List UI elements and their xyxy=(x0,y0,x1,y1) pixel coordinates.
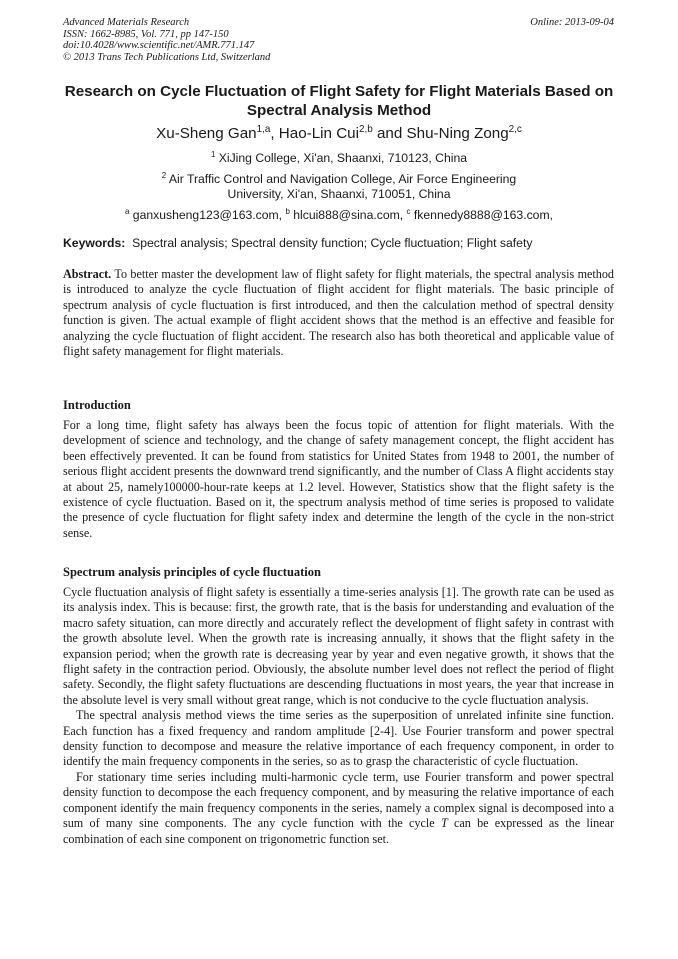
affiliation-text: Air Traffic Control and Navigation College, Air Force Engineering xyxy=(168,172,517,186)
author-sup: 2,c xyxy=(508,123,522,135)
spectrum-body xyxy=(63,585,614,847)
email-list xyxy=(50,208,628,223)
paragraph-text: For stationary time series including multi-harmonic cycle term, use Fourier transform and power spectral density function to decompose the each frequency component, and by measuring the relative importance of each component identify the main frequency components in the series, namely a complex signal is decomposed into a sum of many sine components. The any cycle function with the cycle xyxy=(63,769,614,831)
keywords-text: Spectral analysis; Spectral density function; Cycle fluctuation; Flight safety xyxy=(132,236,533,250)
email-sup: c xyxy=(406,206,411,216)
abstract-label: Abstract. xyxy=(63,267,112,281)
author-name: Hao-Lin Cui xyxy=(278,125,359,142)
author-name: Xu-Sheng Gan xyxy=(156,125,257,142)
journal-name: Advanced Materials Research xyxy=(63,17,190,28)
introduction-body xyxy=(63,418,614,541)
issn-line: ISSN: 1662-8985, Vol. 771, pp 147-150 xyxy=(63,28,229,40)
abstract xyxy=(63,267,614,359)
section-heading-introduction: Introduction xyxy=(63,398,131,412)
affiliation-text: XiJing College, Xi'an, Shaanxi, 710123, China xyxy=(218,151,468,165)
email-sup: b xyxy=(285,206,290,216)
online-date: Online: 2013-09-04 xyxy=(530,17,614,28)
paragraph xyxy=(63,770,614,847)
paragraph: For a long time, flight safety has always been the focus topic of attention for flight materials. With the development of science and technology, and the change of safety management concept, the flight accident has been effectively prevented. It can be found from statistics for United States from 1948 to 2001, the number of serious flight accident presents the downward trend significantly, and the number of Class A flight accidents stay at about 25, namely100000-hour-rate keeps at 1.2 level. However, Statistics show that the flight safety is the existence of cycle fluctuation. Based on it, the spectrum analysis method of time series is proposed to validate the presence of cycle fluctuation for flight safety index and determine the length of the cycle in the non-strict sense. xyxy=(63,418,614,540)
paper-title: Research on Cycle Fluctuation of Flight Safety for Flight Materials Based on Spectral Analysis Method xyxy=(64,83,614,119)
affiliation-text: University, Xi'an, Shaanxi, 710051, China xyxy=(227,187,451,201)
affiliation-sup: 1 xyxy=(210,149,216,159)
email-address: ganxusheng123@163.com, xyxy=(132,208,286,222)
journal-header xyxy=(63,17,270,63)
keywords-label: Keywords: xyxy=(63,236,126,250)
author-separator: and xyxy=(372,125,407,142)
author-list xyxy=(50,124,628,143)
author-separator: , xyxy=(270,125,279,142)
keywords xyxy=(63,236,615,251)
affiliation-1 xyxy=(50,151,628,166)
author-sup: 1,a xyxy=(256,123,271,135)
affiliation-sup: 2 xyxy=(161,170,167,180)
affiliation-2 xyxy=(50,172,628,202)
email-address: hlcui888@sina.com, xyxy=(293,208,407,222)
section-heading-spectrum: Spectrum analysis principles of cycle fluctuation xyxy=(63,565,321,579)
paragraph: The spectral analysis method views the time series as the superposition of unrelated infinite sine function. Each function has a fixed frequency and random amplitude [2-4]. Use Fourier transform and power spectral density function to decompose and measure the relative importance of each frequency component, in order to identify the main frequency components in the series, so as to grasp the characteristic of cycle fluctuation. xyxy=(63,708,614,769)
email-sup: a xyxy=(125,206,130,216)
copyright-line: © 2013 Trans Tech Publications Ltd, Switzerland xyxy=(63,51,271,63)
paragraph: Cycle fluctuation analysis of flight safety is essentially a time-series analysis [1]. The growth rate can be used as its analysis index. This is because: first, the growth rate, that is the basis for understanding and evaluation of the macro safety situation, can more directly and accurately reflect the development of flight safety in contrast with the growth absolute level. When the growth rate is increasing annually, it shows that the flight safety in the expansion period; when the growth rate is decreasing year by year and even negative growth, it shows that the flight safety in the contraction period. Obviously, the absolute number level does not reflect the period of flight safety. Secondly, the flight safety fluctuations are descending fluctuations in most years, the year that increase in the absolute level is very small without great range, which is not conducive to the cycle fluctuation analysis. xyxy=(63,585,614,707)
author-name: Shu-Ning Zong xyxy=(406,125,509,142)
paragraph-text: can be expressed as the linear combination of each sine component on trigonometric function set. xyxy=(63,816,614,846)
abstract-text: To better master the development law of flight safety for flight materials, the spectral analysis method is introduced to analyze the cycle fluctuation of flight accident for flight materials. The basic principle of spectrum analysis of cycle fluctuation is first introduced, and then the calculation method of spectral density function is given. The actual example of flight accident shows that the method is an effective and feasible for analyzing the cycle fluctuation of flight accident. The research also has both theoretical and applicable value of flight safety management for flight materials. xyxy=(63,267,614,359)
cycle-symbol: T xyxy=(440,816,448,831)
doi-line: doi:10.4028/www.scientific.net/AMR.771.147 xyxy=(63,40,255,51)
email-address: fkennedy8888@163.com, xyxy=(413,208,553,222)
author-sup: 2,b xyxy=(359,123,373,135)
